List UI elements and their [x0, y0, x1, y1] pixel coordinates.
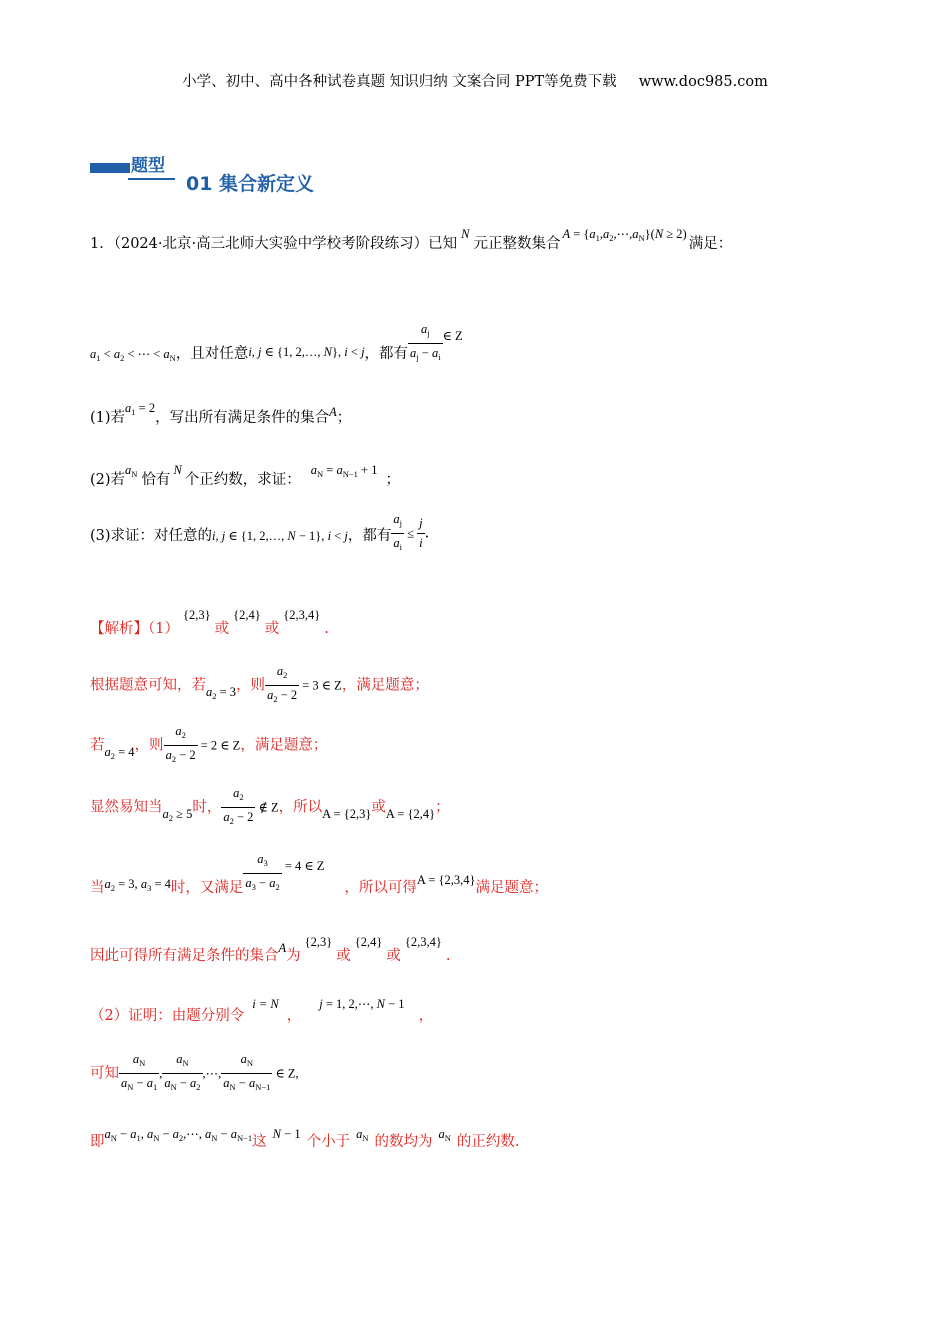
- question-3: (3)求证：对任意的i, j ∈ {1, 2,…, N − 1}, i < j，都有 $\frac{a_j}{a_i}$ ≤ $\frac{j}{i}$ .: [90, 512, 429, 555]
- l4-or: 或: [371, 799, 386, 816]
- solution-line-5: 当$a_2 = 3$, $a_3 = 4$时，又满足 $\frac{a_3}{a_3 - a_2}$ = 4 ∈ Z，所以可得A = {2,3,4}满足题意；: [90, 852, 549, 896]
- p4-text-c: 个小于: [306, 1134, 351, 1150]
- l4-expr1: $a_2 \ge 5$: [162, 806, 193, 823]
- l4-frac: $\frac{a_2}{a_2 - 2}$: [221, 786, 255, 829]
- problem-number: 1．: [90, 236, 114, 252]
- l6-text-a: 因此可得所有满足条件的集合: [90, 948, 279, 964]
- l4-text-b: 时，: [192, 799, 222, 816]
- p4-text-a: 即: [90, 1134, 105, 1150]
- problem-line-1: [90, 227, 733, 253]
- l2-text-a: 根据题意可知，若: [90, 677, 206, 694]
- l4-set-2: A = {2,4}: [385, 806, 436, 821]
- l2-text-c: ，满足题意；: [341, 677, 429, 694]
- q2-text: 个正约数，求证：: [184, 472, 301, 488]
- section-title: 01 集合新定义: [186, 173, 315, 195]
- ordering-inequality: $a_1 < a_2$ < ⋯ < $a_N$: [90, 346, 176, 363]
- l4-set-1: A = {2,3}: [322, 806, 372, 821]
- q3-frac-left: $\frac{a_j}{a_i}$: [391, 512, 404, 555]
- l3-text-b: ，则: [134, 737, 164, 754]
- l5-expr1: $a_2 = 3$, $a_3 = 4$: [104, 876, 171, 893]
- l6-answer-3: {2,3,4}: [404, 935, 442, 949]
- l5-set: A = {2,3,4}: [416, 872, 476, 887]
- p3-frac-2: $\frac{a_N}{a_N - a_2}$: [162, 1052, 202, 1095]
- p4-expr: $a_N - a_1$, $a_N$ − $a_2,\cdots$, $a_N - a_{N-1}$: [104, 1127, 253, 1143]
- l2-expr1: $a_2 = 3$: [206, 684, 237, 701]
- p4-text-b: 这: [252, 1134, 267, 1150]
- l6-or-2: 或: [386, 948, 401, 964]
- problem-mid: 元正整数集合: [473, 236, 561, 252]
- l4-end: ；: [435, 799, 450, 816]
- l6-set: A: [278, 941, 287, 955]
- dot-1: .: [324, 621, 329, 637]
- l3-text-c: ，满足题意；: [240, 737, 328, 754]
- header-site: www.doc985.com: [638, 74, 768, 90]
- l5-text-c: ，所以可得: [344, 879, 417, 896]
- solution-line-3: 若$a_2 = 4$，则 $\frac{a_2}{a_2 - 2}$ = 2 ∈ Z，满足题意；: [90, 724, 327, 767]
- solution-line-4: 显然易知当$a_2 \ge 5$时， $\frac{a_2}{a_2 - 2}$ ∉ Z，所以A = {2,3}或A = {2,4}；: [90, 786, 450, 829]
- q1-end: ；: [336, 410, 352, 426]
- problem-tail: 满足：: [688, 236, 733, 252]
- l2-text-b: ，则: [236, 677, 266, 694]
- problem-line-2: $a_1 < a_2$ < ⋯ < $a_N$，且对任意i, j ∈ {1, 2,…, N}, i < j，都有 $\frac{a_j}{a_j - a_i}$ ∈ Z: [90, 322, 463, 365]
- q3-end: .: [424, 525, 430, 542]
- p2-comma-2: ，: [418, 1008, 434, 1024]
- section-badge: [90, 154, 174, 180]
- l5-text-d: 满足题意；: [475, 879, 549, 896]
- q1-expr: $a_1 = 2$: [125, 401, 156, 417]
- solution-line-6: [90, 930, 451, 964]
- q3-frac-right: $\frac{j}{i}$: [419, 516, 423, 550]
- l5-frac: $\frac{a_3}{a_3 - a_2}$: [243, 852, 281, 895]
- line2-text-a: ，且对任意: [175, 345, 249, 362]
- q3-prefix: (3)求证：对任意的: [90, 527, 213, 544]
- p2-comma-1: ，: [286, 1008, 302, 1024]
- solution-line-1: [90, 603, 329, 637]
- p4-n: N − 1: [272, 1127, 301, 1141]
- l6-or-1: 或: [336, 948, 351, 964]
- part2-line-2: 可知 $\frac{a_N}{a_N - a_1}$ , $\frac{a_N}{a_N - a_2}$ ,⋯, $\frac{a_N}{a_N - a_{N-1}}$ ∈ Z,: [90, 1052, 299, 1095]
- q2-prefix: (2)若: [90, 472, 126, 488]
- set-definition: $A = \{a_1,a_2,\cdots,a_N\}(N \ge 2)$: [562, 227, 687, 243]
- q2-mid: 恰有: [141, 472, 171, 488]
- var-n: N: [461, 227, 470, 241]
- p4-text-d: 的数均为: [374, 1134, 433, 1150]
- p3-frac-3: $\frac{a_N}{a_N - a_{N-1}}$: [221, 1052, 272, 1095]
- problem-source: （2024·北京·高三北师大实验中学校考阶段练习）已知: [113, 236, 458, 252]
- p4-aN: $a_N$: [356, 1127, 369, 1143]
- solution-line-2: 根据题意可知，若$a_2 = 3$，则 $\frac{a_2}{a_2 - 2}$ = 3 ∈ Z，满足题意；: [90, 664, 429, 707]
- l4-text-c: ，所以: [278, 799, 323, 816]
- q2-expr: $a_N = a_{N-1} + 1$: [310, 463, 378, 479]
- p4-text-e: 的正约数.: [456, 1134, 520, 1150]
- l5-text-a: 当: [90, 879, 105, 896]
- badge-bar: [90, 163, 130, 173]
- question-1: [90, 396, 352, 426]
- line2-text-b: ，都有: [364, 345, 409, 362]
- l3-frac: $\frac{a_2}{a_2 - 2}$: [164, 724, 198, 767]
- q2-n: N: [173, 463, 182, 477]
- l4-text-a: 显然易知当: [90, 799, 163, 816]
- badge-label: 题型: [128, 154, 175, 180]
- l5-text-b: 时，又满足: [170, 879, 244, 896]
- part2-line-3: [90, 1122, 520, 1150]
- p3-frac-1: $\frac{a_N}{a_N - a_1}$: [119, 1052, 159, 1095]
- l6-text-b: 为: [286, 948, 301, 964]
- p2-expr1: i = N: [252, 997, 279, 1011]
- q2-var: $a_N$: [125, 463, 138, 479]
- answer-set-3: {2,3,4}: [283, 608, 321, 622]
- l2-frac: $\frac{a_2}{a_2 - 2}$: [265, 664, 299, 707]
- index-condition: i, j ∈ {1, 2,…, N}, i < j: [248, 344, 365, 359]
- question-2: [90, 458, 400, 488]
- part2-line-1: [90, 992, 434, 1024]
- solution-tag: 【解析】（1）: [90, 621, 179, 637]
- answer-set-1: {2,3}: [182, 608, 211, 622]
- p2-expr2: j = 1, 2,⋯, N − 1: [319, 997, 405, 1011]
- q1-prefix: (1)若: [90, 410, 126, 426]
- header-text: 小学、初中、高中各种试卷真题 知识归纳 文案合同 PPT等免费下载: [182, 74, 617, 90]
- l6-dot: .: [445, 948, 451, 964]
- q2-end: ；: [385, 472, 400, 488]
- page-header: [0, 70, 950, 91]
- q1-set: A: [329, 405, 337, 419]
- or-1: 或: [214, 621, 230, 637]
- p2-text-a: （2）证明：由题分别令: [90, 1008, 245, 1024]
- answer-set-2: {2,4}: [233, 608, 261, 622]
- l6-answer-2: {2,4}: [354, 935, 383, 949]
- p4-aN2: $a_N$: [438, 1127, 451, 1143]
- l3-expr1: $a_2 = 4$: [104, 744, 135, 761]
- q1-text: ，写出所有满足条件的集合: [155, 410, 330, 426]
- q3-cond: i, j ∈ {1, 2,…, N − 1}, i < j: [212, 528, 348, 543]
- l6-answer-1: {2,3}: [304, 935, 333, 949]
- p3-text-a: 可知: [90, 1065, 119, 1082]
- q3-mid: ，都有: [347, 527, 392, 544]
- l3-text-a: 若: [90, 737, 105, 754]
- or-2: 或: [264, 621, 280, 637]
- divisibility-fraction: $\frac{a_j}{a_j - a_i}$: [408, 322, 443, 365]
